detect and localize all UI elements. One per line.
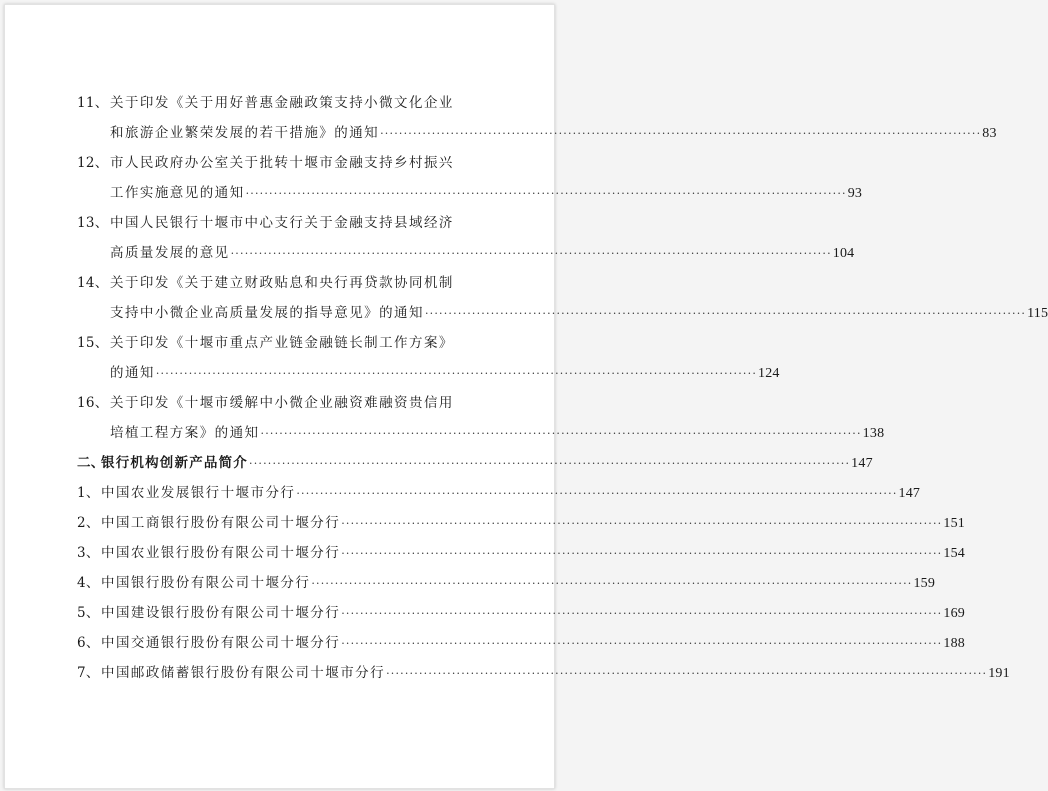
toc-page-number: 169 bbox=[943, 606, 965, 621]
toc-entry-14[interactable] bbox=[77, 268, 1048, 328]
toc-page-number: 124 bbox=[758, 366, 780, 381]
toc-entry-title: 关于印发《关于建立财政贴息和央行再贷款协同机制 bbox=[110, 275, 454, 291]
dot-leader bbox=[341, 599, 942, 629]
toc-page-number: 147 bbox=[851, 456, 873, 471]
toc-entry-title: 中国工商银行股份有限公司十堰分行 bbox=[101, 515, 341, 531]
toc-entry-line bbox=[77, 658, 1010, 688]
toc-entry-line bbox=[77, 298, 1048, 328]
toc-entry-11[interactable] bbox=[77, 88, 997, 148]
toc-entry-line bbox=[77, 448, 873, 478]
toc-page-number: 83 bbox=[982, 126, 997, 141]
toc-page-number: 159 bbox=[913, 576, 936, 591]
toc-entry-title: 中国人民银行十堰市中心支行关于金融支持县域经济 bbox=[110, 215, 454, 231]
toc-page-number: 147 bbox=[898, 486, 921, 501]
dot-leader bbox=[341, 509, 942, 539]
toc-entry-line bbox=[77, 358, 780, 388]
toc-section-title: 银行机构创新产品简介 bbox=[101, 455, 248, 471]
toc-entry-line bbox=[77, 388, 495, 418]
toc-entry-number: 15、 bbox=[77, 335, 109, 351]
table-of-contents bbox=[77, 88, 1048, 688]
toc-entry-number: 11、 bbox=[77, 95, 109, 111]
toc-entry-title: 中国邮政储蓄银行股份有限公司十堰市分行 bbox=[101, 665, 386, 681]
toc-entry-title-continued: 培植工程方案》的通知 bbox=[110, 425, 260, 441]
dot-leader bbox=[261, 419, 862, 449]
toc-entry-number: 3、 bbox=[77, 545, 100, 561]
toc-entry-line bbox=[77, 478, 921, 508]
toc-entry-title-continued: 高质量发展的意见 bbox=[110, 245, 230, 261]
toc-entry-line bbox=[77, 118, 997, 148]
toc-entry-line bbox=[77, 598, 965, 628]
toc-entry-title-continued: 的通知 bbox=[110, 365, 155, 381]
dot-leader bbox=[231, 239, 832, 269]
toc-entry-15[interactable] bbox=[77, 328, 780, 388]
toc-entry-title: 关于印发《十堰市缓解中小微企业融资难融资贵信用 bbox=[110, 395, 454, 411]
toc-entry-title: 中国银行股份有限公司十堰分行 bbox=[101, 575, 311, 591]
toc-bank-entry-3[interactable] bbox=[77, 538, 965, 568]
toc-entry-number: 4、 bbox=[77, 575, 100, 591]
dot-leader bbox=[246, 179, 847, 209]
dot-leader bbox=[386, 659, 987, 689]
toc-entry-title: 中国农业发展银行十堰市分行 bbox=[101, 485, 296, 501]
toc-entry-number: 5、 bbox=[77, 605, 100, 621]
toc-entry-title: 关于印发《十堰市重点产业链金融链长制工作方案》 bbox=[110, 335, 454, 351]
toc-section-number: 二、 bbox=[77, 455, 105, 471]
toc-entry-title: 中国农业银行股份有限公司十堰分行 bbox=[101, 545, 341, 561]
toc-entry-title: 关于印发《关于用好普惠金融政策支持小微文化企业 bbox=[110, 95, 454, 111]
toc-entry-line bbox=[77, 148, 495, 178]
toc-bank-entry-5[interactable] bbox=[77, 598, 965, 628]
toc-entry-line bbox=[77, 418, 885, 448]
toc-entry-title: 市人民政府办公室关于批转十堰市金融支持乡村振兴 bbox=[110, 155, 454, 171]
toc-page-number: 138 bbox=[862, 426, 885, 441]
toc-entry-title: 中国建设银行股份有限公司十堰分行 bbox=[101, 605, 341, 621]
toc-page-number: 188 bbox=[943, 636, 965, 651]
toc-entry-line bbox=[77, 328, 495, 358]
toc-page-number: 154 bbox=[943, 546, 965, 561]
toc-entry-title-continued: 和旅游企业繁荣发展的若干措施》的通知 bbox=[110, 125, 380, 141]
toc-entry-line bbox=[77, 208, 495, 238]
toc-entry-title-continued: 支持中小微企业高质量发展的指导意见》的通知 bbox=[110, 305, 424, 321]
toc-section-heading[interactable] bbox=[77, 448, 873, 478]
dot-leader bbox=[425, 299, 1026, 329]
toc-entry-number: 16、 bbox=[77, 395, 109, 411]
dot-leader bbox=[296, 479, 897, 509]
toc-entry-number: 7、 bbox=[77, 665, 100, 681]
toc-entry-number: 14、 bbox=[77, 275, 109, 291]
toc-bank-entry-7[interactable] bbox=[77, 658, 1010, 688]
dot-leader bbox=[341, 629, 942, 659]
toc-entry-title: 中国交通银行股份有限公司十堰分行 bbox=[101, 635, 341, 651]
toc-page-number: 104 bbox=[832, 246, 855, 261]
toc-entry-16[interactable] bbox=[77, 388, 885, 448]
toc-bank-entry-1[interactable] bbox=[77, 478, 921, 508]
toc-page-number: 93 bbox=[847, 186, 863, 201]
toc-entry-line bbox=[77, 568, 936, 598]
document-page bbox=[4, 4, 1048, 789]
toc-bank-entry-2[interactable] bbox=[77, 508, 965, 538]
toc-page-number: 115 bbox=[1027, 306, 1048, 321]
toc-entry-number: 6、 bbox=[77, 635, 100, 651]
toc-entry-title-continued: 工作实施意见的通知 bbox=[110, 185, 245, 201]
dot-leader bbox=[380, 119, 981, 149]
toc-entry-12[interactable] bbox=[77, 148, 863, 208]
dot-leader bbox=[341, 539, 942, 569]
toc-entry-line bbox=[77, 238, 855, 268]
toc-bank-entry-6[interactable] bbox=[77, 628, 965, 658]
toc-entry-line bbox=[77, 628, 965, 658]
toc-entry-number: 13、 bbox=[77, 215, 109, 231]
toc-entry-number: 1、 bbox=[77, 485, 100, 501]
toc-entry-number: 12、 bbox=[77, 155, 109, 171]
toc-entry-line bbox=[77, 538, 965, 568]
toc-page-number: 151 bbox=[943, 516, 965, 531]
dot-leader bbox=[311, 569, 912, 599]
dot-leader bbox=[249, 449, 850, 479]
dot-leader bbox=[156, 359, 757, 389]
toc-page-number: 191 bbox=[988, 666, 1010, 681]
toc-bank-entry-4[interactable] bbox=[77, 568, 936, 598]
toc-entry-line bbox=[77, 88, 495, 118]
toc-entry-line bbox=[77, 508, 965, 538]
toc-entry-line bbox=[77, 178, 863, 208]
toc-entry-line bbox=[77, 268, 495, 298]
toc-entry-number: 2、 bbox=[77, 515, 100, 531]
toc-entry-13[interactable] bbox=[77, 208, 855, 268]
